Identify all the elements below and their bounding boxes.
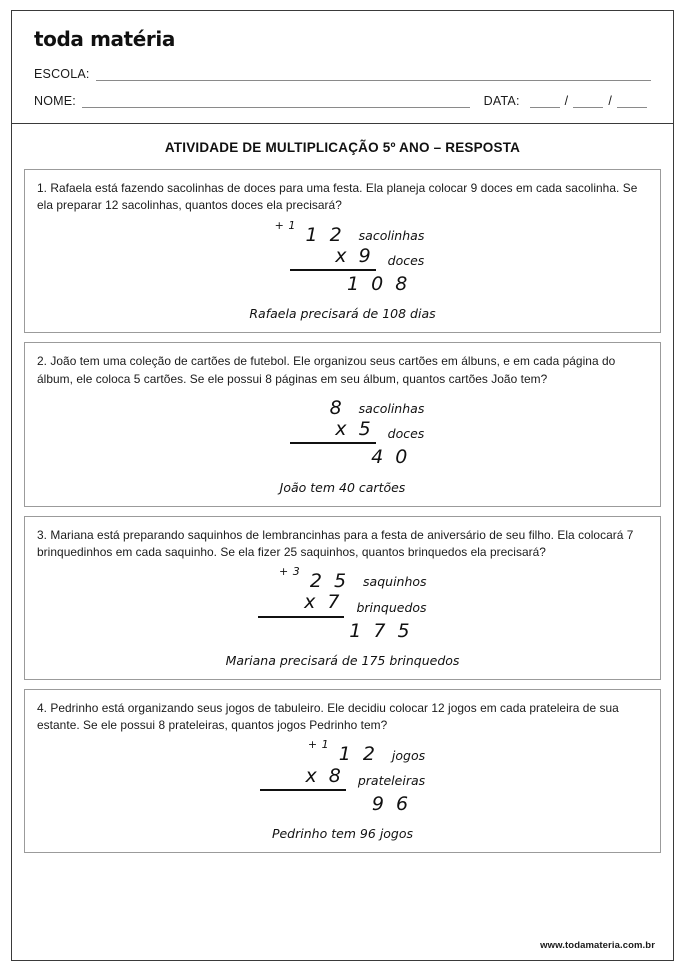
- multiplicand-label: jogos: [391, 747, 426, 763]
- school-label: ESCOLA:: [34, 67, 90, 81]
- product-row: [261, 271, 425, 295]
- multiplier-row: [258, 592, 426, 617]
- date-month-line[interactable]: [573, 97, 603, 108]
- school-input-line[interactable]: [96, 70, 651, 81]
- multiplicand-row: [260, 738, 426, 766]
- carry-digit: + 3: [279, 565, 301, 579]
- multiplicand-value: [294, 738, 380, 766]
- multiplicand-value: [261, 218, 347, 246]
- multiplicand-label: sacolinhas: [358, 401, 425, 417]
- question-box: [24, 342, 661, 506]
- answer-text: Pedrinho tem 96 jogos: [271, 826, 414, 842]
- answer-text: Rafaela precisará de 108 dias: [249, 306, 436, 322]
- questions-list: [12, 169, 673, 853]
- multiplicand-value: [265, 565, 351, 593]
- question-box: [24, 689, 661, 853]
- question-text: 2. João tem uma coleção de cartões de futebol. Ele organizou seus cartões em álbuns, e em cada página do álbum, ele coloca 5 cartões. Se ele possui 8 páginas em seu álbum, quantos cartões João tem?: [37, 354, 616, 386]
- multiplier-number: x 8: [260, 766, 346, 791]
- multiplier-row: [261, 419, 425, 444]
- multiplicand-row: [258, 565, 427, 593]
- date-separator-2: /: [608, 94, 612, 108]
- multiplicand-number: 1 2: [338, 743, 378, 766]
- multiplicand-label: sacolinhas: [358, 227, 425, 243]
- multiplicand-number: 2 5: [309, 570, 350, 593]
- multiplication-work: [37, 218, 648, 296]
- multiplication-work: [37, 738, 648, 815]
- question-box: [24, 516, 661, 680]
- school-field-row: [34, 67, 651, 81]
- multiplicand-row: [261, 398, 425, 419]
- product-row: [258, 618, 426, 642]
- multiplication-work: [37, 398, 648, 469]
- multiplicand-number: 1 2: [305, 223, 345, 246]
- product-number: 9 6: [371, 792, 412, 815]
- multiplicand-row: [261, 218, 425, 246]
- product-label: [415, 639, 427, 642]
- product-row: [260, 791, 425, 815]
- multiplier-label: brinquedos: [356, 599, 427, 615]
- multiplicand-value: [261, 398, 347, 419]
- brand-logo: toda matéria: [34, 27, 175, 51]
- question-text: 1. Rafaela está fazendo sacolinhas de doces para uma festa. Ela planeja colocar 9 doces em cada sacolinha. Se ela preparar 12 sacolinhas, quantos doces ela precisará?: [37, 181, 638, 213]
- multiplier-row: [261, 246, 425, 271]
- carry-digit: + 1: [307, 738, 330, 752]
- product-number: 4 0: [371, 446, 411, 469]
- question-text: 4. Pedrinho está organizando seus jogos de tabuleiro. Ele decidiu colocar 12 jogos em cada prateleira de sua estante. Se ele possui 8 prateleiras, quantos jogos Pedrinho tem?: [37, 700, 619, 733]
- date-separator-1: /: [564, 94, 569, 108]
- carry-digit: + 1: [274, 218, 296, 232]
- date-year-line[interactable]: [617, 97, 647, 108]
- page-title: ATIVIDADE DE MULTIPLICAÇÃO 5º ANO – RESPOSTA: [164, 140, 521, 155]
- multiplier-label: doces: [387, 253, 425, 269]
- question-box: [24, 169, 661, 333]
- multiplicand-label: saquinhos: [363, 574, 427, 590]
- product-number: 1 7 5: [349, 619, 413, 642]
- multiplier-row: [260, 766, 425, 791]
- multiplier-number: x 7: [258, 592, 344, 617]
- multiplier-label: doces: [387, 426, 425, 442]
- date-label: DATA:: [483, 94, 520, 108]
- multiplier-label: prateleiras: [357, 772, 426, 788]
- multiplication-work: [37, 565, 648, 642]
- name-input-line[interactable]: [82, 97, 470, 108]
- site-url-footer: www.todamateria.com.br: [540, 940, 655, 951]
- worksheet-sheet: [11, 10, 674, 961]
- product-label: [412, 292, 424, 295]
- product-label: [412, 466, 424, 469]
- worksheet-header: [12, 11, 673, 124]
- multiplier-number: x 5: [290, 419, 376, 444]
- name-date-field-row: [34, 94, 651, 108]
- date-field-group: [470, 94, 651, 108]
- multiplicand-number: 8: [329, 396, 345, 419]
- answer-text: João tem 40 cartões: [279, 479, 406, 495]
- date-day-line[interactable]: [530, 97, 560, 108]
- answer-text: Mariana precisará de 175 brinquedos: [225, 652, 460, 668]
- multiplier-number: x 9: [290, 246, 376, 271]
- product-label: [413, 812, 425, 815]
- product-number: 1 0 8: [346, 273, 411, 296]
- question-text: 3. Mariana está preparando saquinhos de lembrancinhas para a festa de aniversário de seu filho. Ela colocará 7 brinquedinhos em cada saquinho. Se ela fizer 25 saquinhos, quantos brinquedos ela precisará?: [37, 527, 634, 559]
- product-row: [261, 444, 425, 468]
- name-label: NOME:: [34, 94, 76, 108]
